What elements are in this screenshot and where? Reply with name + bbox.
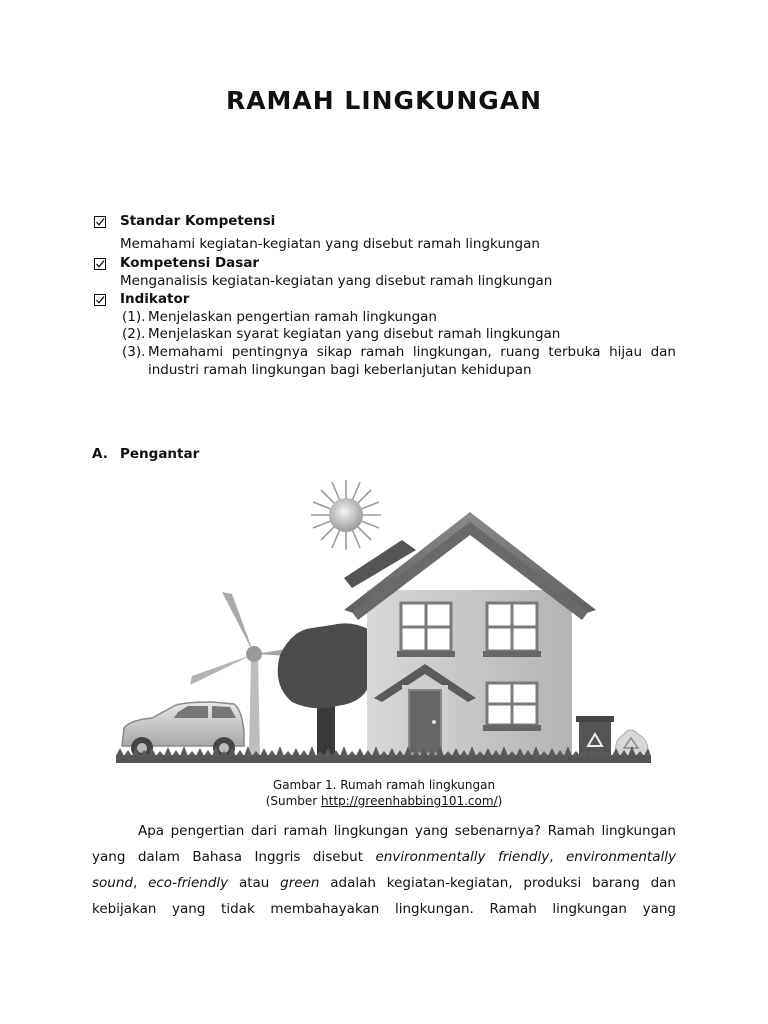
section-letter: A.	[92, 446, 108, 462]
figure-caption: Gambar 1. Rumah ramah lingkungan	[272, 778, 496, 792]
standar-kompetensi-heading: Standar Kompetensi	[120, 213, 276, 229]
indikator-item: Menjelaskan syarat kegiatan yang disebut ramah lingkungan	[148, 326, 561, 342]
intro-paragraph	[92, 818, 676, 922]
indikator-item: Memahami pentingnya sikap ramah lingkungan, ruang terbuka hijau dan	[148, 344, 676, 360]
paragraph-line: kebijakan yang tidak membahayakan lingkungan. Ramah lingkungan yang	[92, 901, 676, 917]
sun-icon	[311, 480, 381, 550]
indikator-number: (3).	[122, 344, 146, 360]
indikator-number: (1).	[122, 309, 146, 325]
page-title: RAMAH LINGKUNGAN	[225, 86, 543, 115]
kompetensi-dasar-heading: Kompetensi Dasar	[120, 255, 260, 271]
indikator-item: Menjelaskan pengertian ramah lingkungan	[148, 309, 437, 325]
paragraph-line: sound, eco-friendly atau green adalah kegiatan-kegiatan, produksi barang dan	[92, 875, 676, 891]
figure-source: (Sumber http://greenhabbing101.com/)	[265, 794, 503, 808]
kompetensi-dasar-text: Menganalisis kegiatan-kegiatan yang disebut ramah lingkungan	[120, 273, 553, 289]
indikator-item-continuation: industri ramah lingkungan bagi keberlanjutan kehidupan	[148, 362, 532, 378]
section-heading: Pengantar	[120, 446, 200, 462]
eco-house-illustration	[112, 480, 657, 770]
house-icon	[344, 512, 596, 755]
standar-kompetensi-text: Memahami kegiatan-kegiatan yang disebut ramah lingkungan	[120, 236, 540, 252]
source-link[interactable]: http://greenhabbing101.com/	[321, 794, 498, 808]
checkbox-icon	[94, 294, 106, 306]
paragraph-line: Apa pengertian dari ramah lingkungan yang sebenarnya? Ramah lingkungan	[138, 823, 676, 839]
indikator-heading: Indikator	[120, 291, 190, 307]
tree-icon	[278, 623, 370, 758]
indikator-number: (2).	[122, 326, 146, 342]
checkbox-icon	[94, 216, 106, 228]
checkbox-icon	[94, 258, 106, 270]
paragraph-line: yang dalam Bahasa Inggris disebut environmentally friendly, environmentally	[92, 849, 676, 865]
